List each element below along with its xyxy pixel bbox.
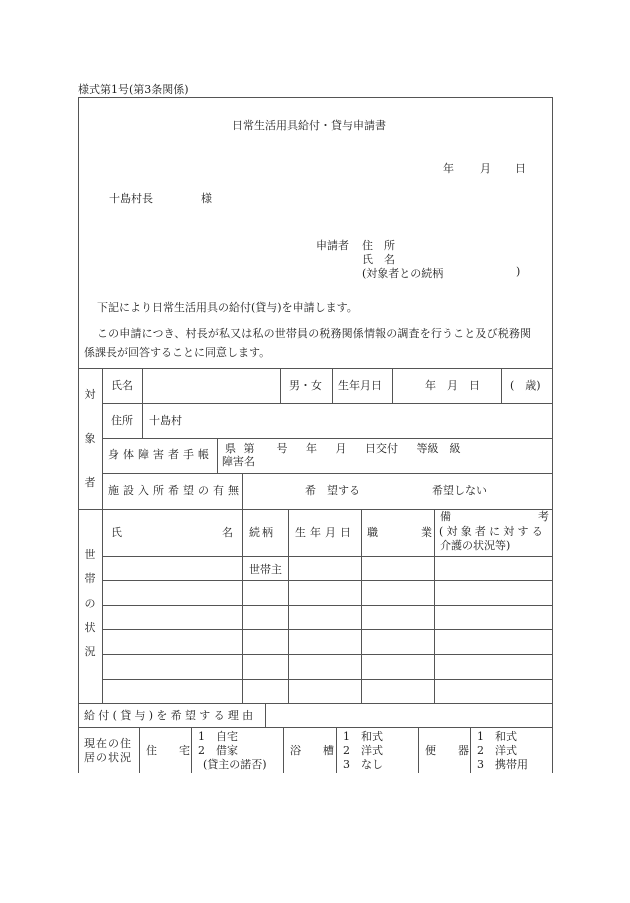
toilet-option-western[interactable]: 2 洋式 — [477, 744, 517, 757]
grid-line — [217, 438, 218, 473]
form-id: 様式第1号(第3条関係) — [78, 83, 189, 96]
date-day-field[interactable]: 日 — [515, 162, 526, 175]
grid-line — [332, 368, 333, 403]
handbook-label: 身体障害者手帳 — [108, 448, 213, 461]
household-side-label-5: 況 — [84, 645, 96, 658]
subject-name-field[interactable] — [143, 369, 279, 403]
bath-option-western[interactable]: 2 洋式 — [343, 744, 383, 757]
grid-line — [336, 727, 337, 773]
household-row-1-birth[interactable] — [289, 557, 360, 580]
grid-line — [191, 727, 192, 773]
toilet-option-japanese[interactable]: 1 和式 — [477, 730, 517, 743]
household-row-6[interactable] — [103, 680, 551, 702]
housing-option-own[interactable]: 1 自宅 — [198, 730, 238, 743]
grid-line — [102, 403, 552, 404]
grid-line — [78, 509, 552, 510]
household-row-1-relation[interactable]: 世帯主 — [249, 563, 282, 576]
household-row-3[interactable] — [103, 606, 551, 628]
frame-top — [78, 97, 552, 98]
handbook-details-field[interactable]: 県 第 号 年 月 日交付 等級 級 — [225, 442, 461, 455]
bath-option-none[interactable]: 3 なし — [343, 758, 383, 771]
subject-age-field[interactable]: ( 歳) — [510, 379, 541, 392]
household-side-label-1: 世 — [84, 548, 96, 561]
reason-label: 給付(貸与)を希望する理由 — [84, 709, 257, 722]
header-job-b: 業 — [421, 526, 432, 539]
date-year-field[interactable]: 年 — [443, 162, 454, 175]
subject-side-label-1: 対 — [84, 388, 96, 401]
header-remarks-line2: (対象者に対する — [439, 525, 546, 538]
subject-address-field[interactable]: 十島村 — [149, 414, 182, 427]
date-month-field[interactable]: 月 — [480, 162, 491, 175]
grid-line — [280, 368, 281, 403]
grid-line — [78, 727, 552, 728]
bath-label: 浴 槽 — [290, 744, 334, 757]
residence-label-line1: 現在の住 — [84, 737, 132, 750]
applicant-label: 申請者 — [316, 239, 349, 252]
grid-line — [283, 727, 284, 773]
housing-landlord-consent[interactable]: (貸主の諾否) — [203, 758, 267, 771]
header-name-b: 名 — [222, 526, 233, 539]
grid-line — [102, 473, 552, 474]
subject-birth-field[interactable]: 年 月 日 — [425, 379, 480, 392]
header-name-a: 氏 — [111, 526, 122, 539]
addressee-name: 十島村長 — [109, 192, 153, 205]
household-row-2[interactable] — [103, 581, 551, 604]
header-relation: 続柄 — [249, 526, 275, 539]
toilet-option-portable[interactable]: 3 携帯用 — [477, 758, 528, 771]
grid-line — [470, 727, 471, 773]
addressee-suffix: 様 — [201, 192, 212, 205]
frame-left — [78, 97, 79, 773]
grid-line — [418, 727, 419, 773]
header-remarks-a: 備 — [440, 510, 451, 523]
statement-consent-line2: 係課長が回答することに同意します。 — [84, 346, 271, 359]
subject-sex-select[interactable]: 男・女 — [289, 379, 322, 392]
applicant-name-field[interactable]: 氏 名 — [362, 253, 395, 266]
page-title: 日常生活用具給付・貸与申請書 — [232, 119, 386, 132]
handbook-disability-name-field[interactable]: 障害名 — [222, 455, 255, 468]
grid-line — [501, 368, 502, 403]
facility-label: 施設入所希望の有無 — [108, 484, 243, 497]
housing-label: 住 宅 — [146, 744, 190, 757]
header-remarks-line3: 介護の状況等) — [440, 539, 511, 552]
header-birth: 生年月日 — [295, 526, 355, 539]
subject-birth-label: 生年月日 — [338, 379, 382, 392]
household-side-label-2: 帯 — [84, 572, 96, 585]
subject-address-label: 住所 — [111, 414, 133, 427]
housing-option-rent[interactable]: 2 借家 — [198, 744, 238, 757]
facility-option-no[interactable]: 希望しない — [432, 484, 487, 497]
applicant-address-field[interactable]: 住 所 — [362, 239, 395, 252]
statement-apply: 下記により日常生活用具の給付(貸与)を申請します。 — [97, 301, 358, 314]
header-job-a: 職 — [367, 526, 378, 539]
header-remarks-b: 考 — [538, 510, 549, 523]
household-row-1-name[interactable] — [103, 557, 241, 580]
grid-line — [139, 727, 140, 773]
reason-field[interactable] — [266, 704, 551, 726]
toilet-label: 便 器 — [425, 744, 469, 757]
applicant-relation-field[interactable]: (対象者との続柄 — [362, 267, 444, 280]
subject-side-label-3: 者 — [84, 476, 96, 489]
grid-line — [392, 368, 393, 403]
facility-option-yes[interactable]: 希 望する — [305, 484, 360, 497]
residence-label-line2: 居の状況 — [84, 751, 132, 764]
statement-consent-line1: この申請につき、村長が私又は私の世帯員の税務関係情報の調査を行うこと及び税務関 — [97, 327, 532, 340]
applicant-relation-close: ) — [516, 265, 521, 278]
household-row-1-job[interactable] — [362, 557, 433, 580]
frame-right — [552, 97, 553, 773]
household-side-label-3: の — [84, 597, 96, 610]
household-row-4[interactable] — [103, 630, 551, 653]
household-row-1-remarks[interactable] — [435, 557, 551, 580]
subject-name-label: 氏名 — [111, 379, 133, 392]
household-row-5[interactable] — [103, 655, 551, 678]
bath-option-japanese[interactable]: 1 和式 — [343, 730, 383, 743]
grid-line — [102, 438, 552, 439]
household-side-label-4: 状 — [84, 621, 96, 634]
subject-side-label-2: 象 — [84, 432, 96, 445]
